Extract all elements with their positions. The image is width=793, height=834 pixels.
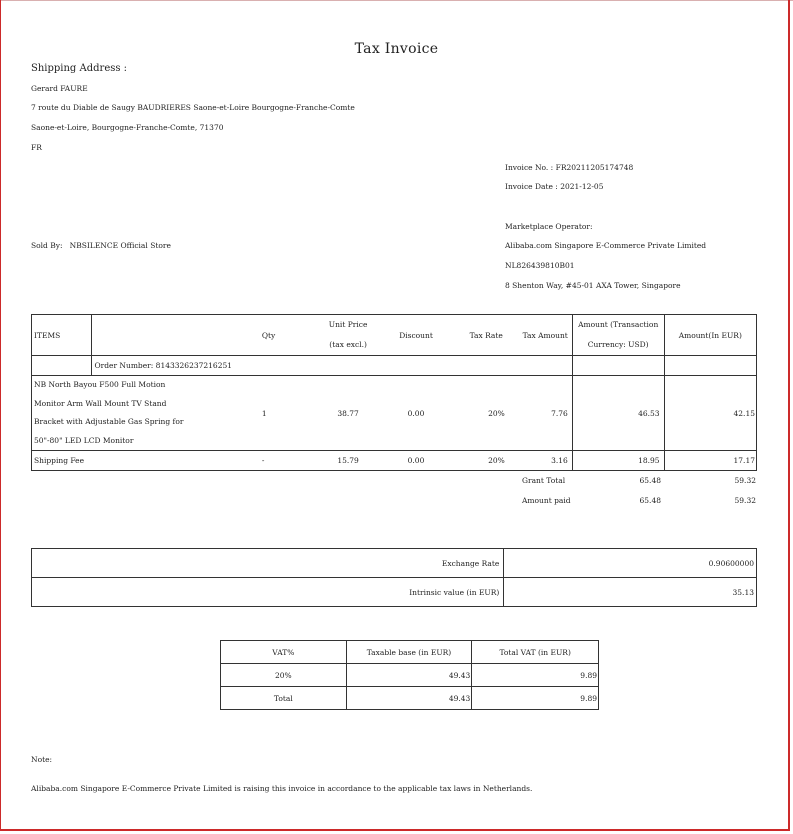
invoice-date — [505, 183, 603, 191]
shipping-fee-label: Shipping Fee — [32, 451, 262, 471]
sold-by — [31, 242, 171, 250]
vat-row — [221, 664, 599, 687]
product-unit-price: 38.77 — [317, 376, 380, 451]
header-amount-usd-line1: Amount (Transaction — [578, 320, 659, 329]
order-blank — [32, 356, 92, 376]
amount-paid-usd: 65.48 — [639, 496, 661, 505]
shipping-name: Gerard FAURE — [31, 84, 88, 93]
intrinsic-value-row — [32, 578, 757, 607]
grant-total-usd: 65.48 — [639, 476, 661, 485]
vat-rate: 20% — [221, 664, 347, 687]
exchange-rate-label: Exchange Rate — [32, 549, 504, 578]
shipping-fee-tax-amount: 3.16 — [509, 451, 572, 471]
product-qty: 1 — [262, 376, 317, 451]
page-title: Tax Invoice — [354, 41, 439, 57]
vat-total-row — [221, 687, 599, 710]
vat-total: 9.89 — [472, 664, 599, 687]
amount-paid-eur: 59.32 — [734, 496, 756, 505]
marketplace-name: Alibaba.com Singapore E-Commerce Private Limited — [505, 241, 707, 250]
vat-header-base: Taxable base (in EUR) — [346, 641, 472, 664]
vat-header-rate: VAT% — [221, 641, 347, 664]
note-label: Note: — [31, 755, 53, 764]
vat-total-base: 49.43 — [346, 687, 472, 710]
shipping-fee-amount-eur: 17.17 — [664, 451, 756, 471]
shipping-address-label: Shipping Address : — [31, 63, 128, 74]
header-tax-rate: Tax Rate — [453, 315, 509, 356]
exchange-rate-row — [32, 549, 757, 578]
header-discount: Discount — [380, 315, 453, 356]
vat-header-total: Total VAT (in EUR) — [472, 641, 599, 664]
product-row — [32, 376, 757, 451]
shipping-fee-row — [32, 451, 757, 471]
sold-by-label: Sold By: — [31, 241, 63, 250]
shipping-fee-tax-rate: 20% — [453, 451, 509, 471]
shipping-country: FR — [31, 143, 42, 152]
exchange-rate-value: 0.90600000 — [504, 549, 757, 578]
invoice-number-label: Invoice No. : — [505, 163, 554, 172]
marketplace-vat: NL826439810B01 — [505, 261, 575, 270]
note-text: Alibaba.com Singapore E-Commerce Private Limited is raising this invoice in accordance to the applicable tax laws in Netherlands. — [31, 784, 533, 793]
table-header-row — [32, 315, 757, 356]
items-table — [31, 314, 757, 471]
product-desc-line4: 50"-80" LED LCD Monitor — [34, 435, 134, 445]
header-spacer — [92, 315, 262, 356]
grant-total-label: Grant Total — [522, 476, 566, 485]
shipping-line2: Saone-et-Loire, Bourgogne-Franche-Comte, 71370 — [31, 123, 224, 132]
vat-total-label: Total — [221, 687, 347, 710]
product-amount-eur: 42.15 — [664, 376, 756, 451]
marketplace-address: 8 Shenton Way, #45-01 AXA Tower, Singapore — [505, 281, 681, 290]
header-items: ITEMS — [32, 315, 92, 356]
intrinsic-value: 35.13 — [504, 578, 757, 607]
header-tax-amount: Tax Amount — [509, 315, 572, 356]
exchange-table — [31, 548, 757, 607]
order-number-row — [32, 356, 757, 376]
product-description — [32, 376, 262, 451]
shipping-fee-qty: - — [262, 451, 317, 471]
vat-table — [220, 640, 599, 710]
marketplace-label: Marketplace Operator: — [505, 222, 593, 231]
order-blank-eur — [664, 356, 756, 376]
invoice-number — [505, 164, 633, 172]
seller-name: NBSILENCE Official Store — [69, 241, 171, 250]
invoice-date-value: 2021-12-05 — [560, 182, 604, 191]
vat-header-row — [221, 641, 599, 664]
order-blank-usd — [572, 356, 664, 376]
header-unit-price — [317, 315, 380, 356]
invoice-date-label: Invoice Date : — [505, 182, 558, 191]
header-amount-usd-line2: Currency: USD) — [587, 340, 649, 349]
header-unit-price-line1: Unit Price — [328, 320, 368, 329]
product-desc-line2: Monitor Arm Wall Mount TV Stand — [34, 398, 167, 408]
product-amount-usd: 46.53 — [572, 376, 664, 451]
product-tax-amount: 7.76 — [509, 376, 572, 451]
product-discount: 0.00 — [380, 376, 453, 451]
header-amount-usd — [572, 315, 664, 356]
order-number: Order Number: 8143326237216251 — [92, 356, 572, 376]
shipping-fee-unit-price: 15.79 — [317, 451, 380, 471]
shipping-line1: 7 route du Diable de Saugy BAUDRIERES Saone-et-Loire Bourgogne-Franche-Comte — [31, 103, 355, 112]
shipping-fee-discount: 0.00 — [380, 451, 453, 471]
header-qty: Qty — [262, 315, 317, 356]
vat-total-amount: 9.89 — [472, 687, 599, 710]
header-amount-eur: Amount(In EUR) — [664, 315, 756, 356]
vat-base: 49.43 — [346, 664, 472, 687]
shipping-fee-amount-usd: 18.95 — [572, 451, 664, 471]
invoice-number-value: FR20211205174748 — [555, 163, 634, 172]
grant-total-eur: 59.32 — [734, 476, 756, 485]
product-tax-rate: 20% — [453, 376, 509, 451]
product-desc-line3: Bracket with Adjustable Gas Spring for — [34, 417, 184, 426]
amount-paid-label: Amount paid — [522, 496, 571, 505]
product-desc-line1: NB North Bayou F500 Full Motion — [34, 380, 166, 389]
intrinsic-value-label: Intrinsic value (in EUR) — [32, 578, 504, 607]
header-unit-price-line2: (tax excl.) — [329, 340, 367, 349]
